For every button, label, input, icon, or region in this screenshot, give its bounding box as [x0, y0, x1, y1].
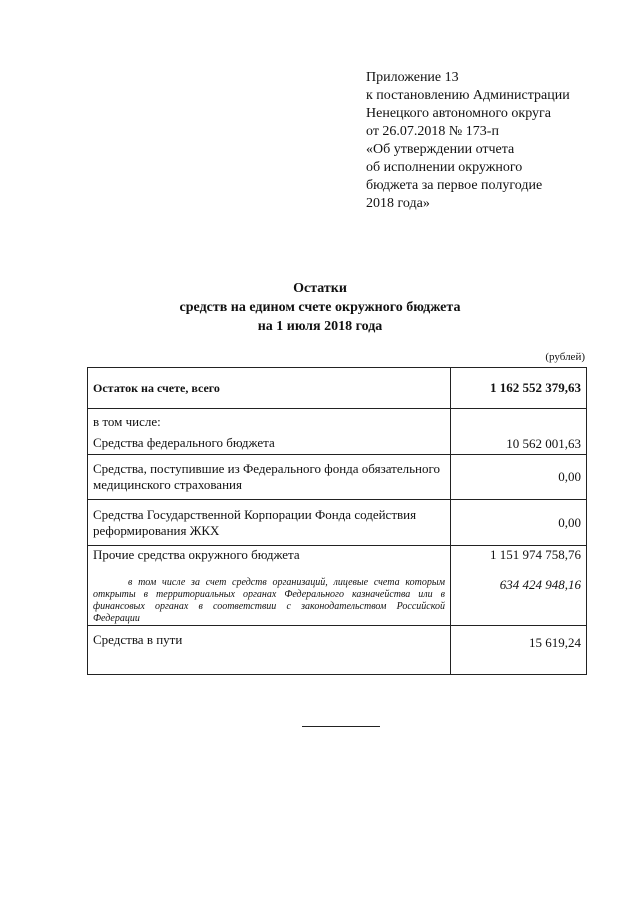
balances-table: [87, 367, 587, 675]
other-values: [451, 546, 587, 626]
units-label: (рублей): [545, 351, 585, 363]
federal-cell: [88, 409, 451, 455]
other-value: 1 151 974 758,76: [490, 547, 581, 562]
including-label: в том числе:: [93, 414, 161, 429]
federal-label: Средства федерального бюджета: [93, 435, 275, 450]
transit-value: 15 619,24: [451, 626, 587, 675]
annex-line: Приложение 13: [366, 70, 459, 85]
annex-line: бюджета за первое полугодие: [366, 178, 543, 193]
annex-line: «Об утверждении отчета: [366, 142, 515, 157]
table-row-ffoms: [88, 455, 587, 500]
other-cell: [88, 546, 451, 626]
annex-line: об исполнении окружного: [366, 160, 523, 175]
document-title: [0, 279, 640, 336]
table-row-total: [88, 368, 587, 409]
gk-value: 0,00: [451, 500, 587, 546]
title-line-3: на 1 июля 2018 года: [257, 319, 383, 334]
other-note: в том числе за счет средств организаций, лицевые счета которым открыты в территориальных органах Федерального казначейства или в финансовых органах в соответствии с законодательством Российской Федерации: [93, 577, 445, 624]
total-label: Остаток на счете, всего: [88, 368, 451, 409]
table-row-transit: [88, 626, 587, 675]
other-label: Прочие средства окружного бюджета: [93, 547, 300, 562]
annex-line: 2018 года»: [366, 196, 430, 211]
gk-label: Средства Государственной Корпорации Фонда содействия реформирования ЖКХ: [88, 500, 451, 546]
annex-header: [366, 69, 570, 213]
table-row-federal: [88, 409, 587, 455]
total-value: 1 162 552 379,63: [451, 368, 587, 409]
annex-line: от 26.07.2018 № 173-п: [366, 124, 499, 139]
ffoms-label: Средства, поступившие из Федерального фонда обязательного медицинского страхования: [88, 455, 451, 500]
transit-label: Средства в пути: [88, 626, 451, 675]
title-line-2: средств на едином счете окружного бюджета: [179, 300, 461, 315]
ffoms-value: 0,00: [451, 455, 587, 500]
closing-rule: [302, 726, 380, 727]
federal-value: 10 562 001,63: [451, 409, 587, 455]
other-note-value: 634 424 948,16: [499, 577, 581, 592]
annex-line: к постановлению Администрации: [366, 88, 570, 103]
title-line-1: Остатки: [293, 281, 347, 296]
table-row-gk-zhkh: [88, 500, 587, 546]
annex-line: Ненецкого автономного округа: [366, 106, 551, 121]
table-row-other: [88, 546, 587, 626]
